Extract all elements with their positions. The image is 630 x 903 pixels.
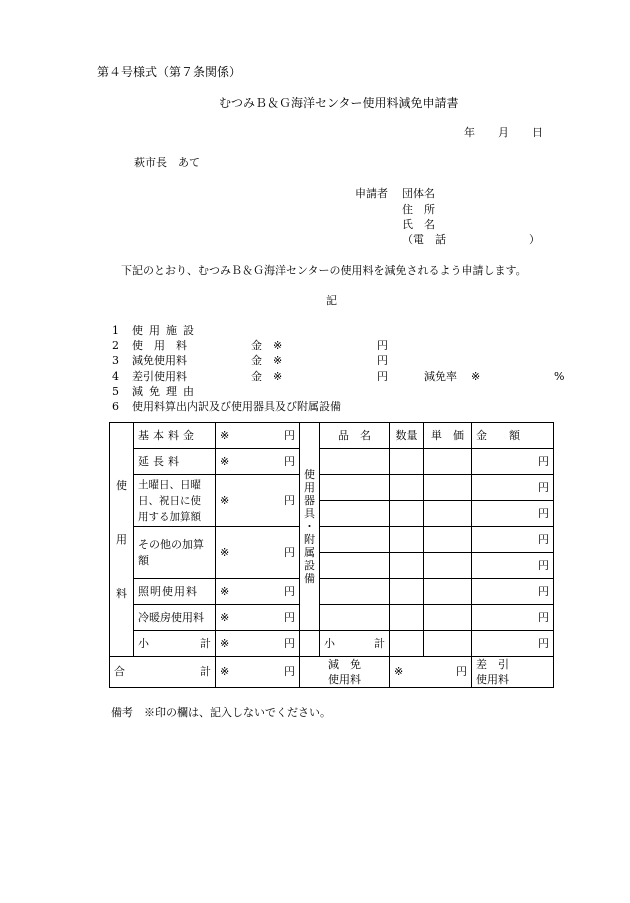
applicant-group-name: 団体名: [402, 187, 435, 200]
quantity-header: 数量: [390, 423, 424, 449]
reduced-fee-label: [300, 657, 390, 688]
equip-qty-5: [390, 553, 424, 579]
fee-subtotal-label: [134, 631, 216, 657]
mark: ※: [220, 545, 230, 559]
equip-qty-2: [390, 475, 424, 501]
equip-char-9: 備: [304, 572, 315, 585]
equip-qty-1: [390, 449, 424, 475]
applicant-phone-open: （電 話: [402, 233, 446, 246]
aircon-fee-value: [216, 605, 300, 631]
lighting-fee-label: 照明使用料: [134, 579, 216, 605]
total-a: 合: [114, 665, 125, 678]
applicant-phone-close: ）: [529, 233, 540, 246]
mark: ※: [220, 428, 230, 442]
basic-fee-value: [216, 423, 300, 449]
equip-subtotal-price: [424, 631, 472, 657]
equip-qty-6: [390, 579, 424, 605]
item-1-label: 使用施設: [132, 324, 200, 337]
holiday-surcharge-label: 土曜日、日曜日、祝日に使用する加算額: [134, 475, 216, 527]
reduction-rate-mark: ※: [471, 370, 481, 383]
equip-subtotal-label: [320, 631, 390, 657]
equipment-group-label: [300, 423, 320, 631]
equip-amount-7: 円: [472, 605, 554, 631]
form-title: むつみＢ＆Ｇ海洋センター使用料減免申請書: [219, 96, 459, 110]
equip-price-4: [424, 527, 472, 553]
equip-char-4: 具: [304, 507, 315, 520]
mark: ※: [220, 454, 230, 468]
mark: ※: [394, 665, 404, 678]
item-6-no: 6: [112, 400, 119, 413]
date-day: 日: [532, 126, 543, 139]
yen: 円: [456, 665, 467, 678]
subtotal-a: 小: [138, 636, 149, 650]
applicant-address: 住 所: [402, 203, 435, 216]
fee-group-char-1: 使: [116, 478, 127, 492]
fee-group-label: [110, 423, 134, 657]
mark: ※: [220, 636, 230, 650]
equip-price-3: [424, 501, 472, 527]
item-2-label: 使 用 料: [132, 339, 187, 352]
aircon-fee-label: 冷暖房使用料: [134, 605, 216, 631]
item-5-no: 5: [112, 385, 119, 398]
equip-price-5: [424, 553, 472, 579]
fee-group-char-3: 料: [116, 586, 127, 600]
equip-price-7: [424, 605, 472, 631]
item-5-label: 減免理由: [132, 385, 200, 398]
remarks-note: 備考 ※印の欄は、記入しないでください。: [111, 706, 331, 719]
item-3-no: 3: [112, 354, 119, 367]
equip-char-5: ・: [304, 520, 315, 533]
mark: ※: [220, 665, 230, 678]
equip-item-4: [320, 527, 390, 553]
equip-item-2: [320, 475, 390, 501]
reduced-fee-value: [390, 657, 472, 688]
item-6-label: 使用料算出内訳及び使用器具及び附属設備: [132, 400, 341, 413]
reduced-fee-label-1: 減 免: [328, 658, 361, 671]
equip-amount-3: 円: [472, 501, 554, 527]
equip-item-6: [320, 579, 390, 605]
reduced-fee-label-2: 使用料: [328, 673, 361, 686]
yen: 円: [284, 610, 295, 624]
body-text: 下記のとおり、むつみＢ＆Ｇ海洋センターの使用料を減免されるよう申請します。: [121, 264, 527, 277]
mark: ※: [220, 610, 230, 624]
equip-item-1: [320, 449, 390, 475]
equip-amount-4: 円: [472, 527, 554, 553]
yen: 円: [284, 665, 295, 678]
item-3-label: 減免使用料: [132, 354, 187, 367]
item-4-yen: 円: [377, 370, 388, 383]
equip-char-2: 用: [304, 481, 315, 494]
equip-subtotal-b: 計: [374, 636, 385, 650]
applicant-name: 氏 名: [402, 218, 435, 231]
item-4-mark: ※: [273, 370, 283, 383]
other-surcharge-label: その他の加算額: [134, 527, 216, 579]
total-b: 計: [200, 665, 211, 678]
equip-char-6: 附: [304, 533, 315, 546]
reduction-rate-label: 減免率: [424, 370, 457, 383]
item-3-yen: 円: [377, 354, 388, 367]
fee-subtotal-value: [216, 631, 300, 657]
equip-amount-2: 円: [472, 475, 554, 501]
fee-group-char-2: 用: [116, 532, 127, 546]
net-fee-cell: [472, 657, 554, 688]
grand-total-value: [216, 657, 300, 688]
item-1-no: 1: [112, 324, 119, 337]
equip-char-7: 属: [304, 546, 315, 559]
item-2-mark: ※: [273, 339, 283, 352]
net-fee-label: [476, 657, 509, 687]
yen: 円: [284, 584, 295, 598]
equip-item-7: [320, 605, 390, 631]
equip-amount-6: 円: [472, 579, 554, 605]
equip-item-3: [320, 501, 390, 527]
equip-price-6: [424, 579, 472, 605]
mark: ※: [220, 584, 230, 598]
amount-header: 金 額: [472, 423, 554, 449]
unit-price-header: 単 価: [424, 423, 472, 449]
form-number: 第４号様式（第７条関係）: [97, 65, 242, 79]
item-4-label: 差引使用料: [132, 370, 187, 383]
equip-item-5: [320, 553, 390, 579]
equip-amount-1: 円: [472, 449, 554, 475]
item-2-no: 2: [112, 339, 119, 352]
yen: 円: [284, 493, 295, 507]
date-month: 月: [498, 126, 509, 139]
extension-fee-label: 延長料: [134, 449, 216, 475]
basic-fee-label: 基本料金: [134, 423, 216, 449]
equip-char-1: 使: [304, 468, 315, 481]
ki-heading: 記: [326, 294, 337, 307]
equip-amount-5: 円: [472, 553, 554, 579]
item-3-kin: 金: [251, 354, 262, 367]
item-2-yen: 円: [377, 339, 388, 352]
equip-subtotal-amount: 円: [472, 631, 554, 657]
equip-char-3: 器: [304, 494, 315, 507]
yen: 円: [284, 454, 295, 468]
holiday-surcharge-value: [216, 475, 300, 527]
net-fee-label-2: 使用料: [476, 673, 509, 686]
other-surcharge-value: [216, 527, 300, 579]
yen: 円: [284, 428, 295, 442]
addressee: 萩市長 あて: [134, 156, 200, 169]
extension-fee-value: [216, 449, 300, 475]
item-3-mark: ※: [273, 354, 283, 367]
date-year: 年: [464, 126, 475, 139]
item-4-no: 4: [112, 370, 119, 383]
equip-price-1: [424, 449, 472, 475]
reduction-rate-percent: %: [554, 370, 565, 383]
yen: 円: [284, 636, 295, 650]
item-4-kin: 金: [251, 370, 262, 383]
equip-qty-3: [390, 501, 424, 527]
equip-qty-7: [390, 605, 424, 631]
fee-breakdown-table: [109, 422, 554, 688]
yen: 円: [284, 545, 295, 559]
mark: ※: [220, 493, 230, 507]
grand-total-label: [110, 657, 216, 688]
applicant-label: 申請者: [355, 187, 388, 200]
equip-spacer: [300, 631, 320, 657]
equip-subtotal-a: 小: [324, 636, 335, 650]
equip-char-8: 設: [304, 559, 315, 572]
item-name-header: 品 名: [320, 423, 390, 449]
net-fee-label-1: 差 引: [476, 658, 509, 671]
equip-qty-4: [390, 527, 424, 553]
equip-price-2: [424, 475, 472, 501]
subtotal-b: 計: [200, 636, 211, 650]
equip-subtotal-qty: [390, 631, 424, 657]
item-2-kin: 金: [251, 339, 262, 352]
lighting-fee-value: [216, 579, 300, 605]
